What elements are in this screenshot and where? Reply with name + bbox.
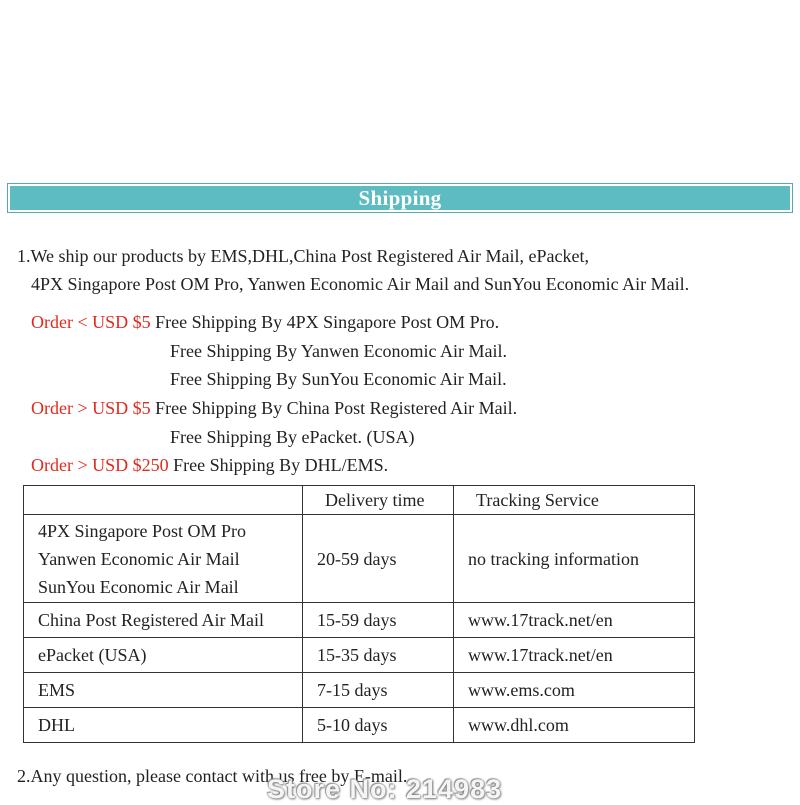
tracking-cell: www.17track.net/en: [454, 603, 695, 638]
delivery-cell: 20-59 days: [303, 515, 454, 603]
table-row: [24, 673, 695, 708]
order-shipping-text: Free Shipping By China Post Registered Air Mail.: [155, 398, 518, 418]
order-shipping-text: Free Shipping By Yanwen Economic Air Mail.: [170, 341, 507, 361]
intro-line-1: 1.We ship our products by EMS,DHL,China Post Registered Air Mail, ePacket,: [17, 246, 589, 266]
tracking-cell: www.ems.com: [454, 673, 695, 708]
method-name: 4PX Singapore Post OM Pro: [38, 520, 247, 541]
table-row: [24, 603, 695, 638]
order-shipping-text: Free Shipping By 4PX Singapore Post OM Pro.: [155, 312, 500, 332]
order-condition: Order > USD $5: [31, 398, 151, 418]
order-condition: Order > USD $250: [31, 455, 169, 475]
order-rule-6: [31, 454, 388, 476]
contact-note: 2.Any question, please contact with us free by E-mail.: [17, 766, 408, 786]
tracking-cell: no tracking information: [454, 515, 695, 603]
order-rule-4: [31, 397, 517, 419]
store-watermark: Store No: 214983: [267, 774, 503, 804]
table-row: [24, 638, 695, 673]
tracking-cell: www.dhl.com: [454, 708, 695, 743]
method-name: SunYou Economic Air Mail: [38, 576, 239, 597]
order-condition: Order < USD $5: [31, 312, 151, 332]
section-title: Shipping: [358, 186, 442, 210]
method-cell: ePacket (USA): [24, 638, 303, 673]
method-cell: EMS: [24, 673, 303, 708]
delivery-cell: 5-10 days: [303, 708, 454, 743]
table-row: [24, 515, 695, 603]
order-shipping-text: Free Shipping By SunYou Economic Air Mail.: [170, 369, 507, 389]
method-name: Yanwen Economic Air Mail: [38, 548, 240, 569]
method-cell: [24, 515, 303, 603]
table-row: [24, 708, 695, 743]
order-rule-5: [170, 426, 414, 448]
order-rule-2: [170, 340, 507, 362]
method-cell: China Post Registered Air Mail: [24, 603, 303, 638]
order-shipping-text: Free Shipping By ePacket. (USA): [170, 427, 415, 447]
method-cell: DHL: [24, 708, 303, 743]
tracking-cell: www.17track.net/en: [454, 638, 695, 673]
table-header-tracking: Tracking Service: [454, 486, 695, 515]
delivery-cell: 15-59 days: [303, 603, 454, 638]
order-shipping-text: Free Shipping By DHL/EMS.: [173, 455, 389, 475]
table-header-delivery: Delivery time: [303, 486, 454, 515]
order-rule-1: [31, 311, 499, 333]
intro-line-2: 4PX Singapore Post OM Pro, Yanwen Economic Air Mail and SunYou Economic Air Mail.: [31, 274, 690, 294]
table-header-method: [24, 486, 303, 515]
delivery-cell: 7-15 days: [303, 673, 454, 708]
order-rule-3: [170, 368, 507, 390]
table-header-row: [24, 486, 695, 515]
shipping-banner: [7, 183, 793, 213]
shipping-table: [23, 485, 695, 743]
delivery-cell: 15-35 days: [303, 638, 454, 673]
